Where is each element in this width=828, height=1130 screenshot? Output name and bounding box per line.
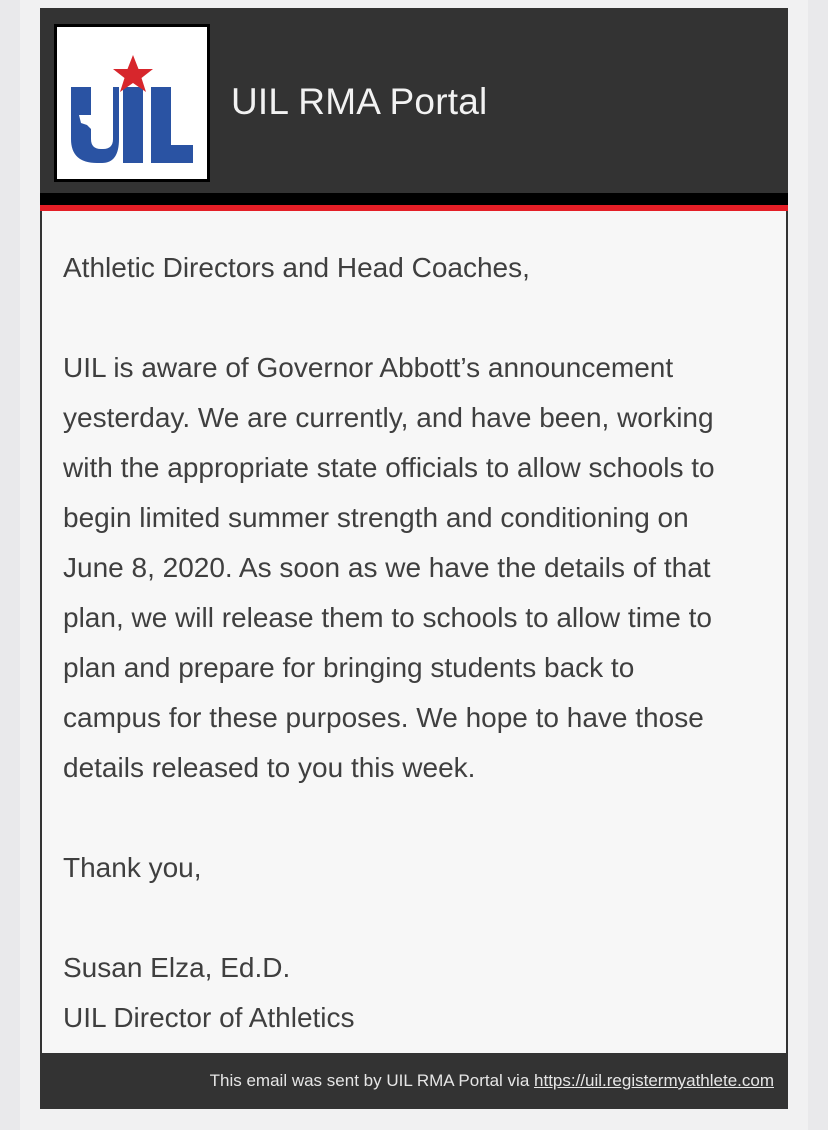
message-line: plan, we will release them to schools to allow time to [63,602,712,633]
footer-text [210,1071,774,1091]
message-line: begin limited summer strength and conditioning on [63,502,689,533]
closing: Thank you, [63,852,202,883]
message-line: plan and prepare for bringing students back to [63,652,635,683]
signature [63,943,355,1043]
message-line: details released to you this week. [63,752,476,783]
message-line: with the appropriate state officials to allow schools to [63,452,715,483]
email-container [40,8,788,1109]
signature-title: UIL Director of Athletics [63,1002,355,1033]
message-line: UIL is aware of Governor Abbott’s announcement [63,352,674,383]
uil-logo [54,24,210,182]
message-paragraph [63,343,715,793]
email-header [40,8,788,193]
right-margin [808,0,828,1130]
greeting: Athletic Directors and Head Coaches, [63,252,530,283]
left-margin [0,0,20,1130]
signature-name: Susan Elza, Ed.D. [63,952,291,983]
header-divider-black [40,193,788,205]
email-body [42,211,786,1053]
message-line: yesterday. We are currently, and have been, working [63,402,714,433]
email-footer [40,1053,788,1109]
message-line: campus for these purposes. We hope to have those [63,702,704,733]
logo-text: UIL [57,27,59,28]
footer-label: This email was sent by UIL RMA Portal via [209,1071,535,1090]
message-line: June 8, 2020. As soon as we have the details of that [63,552,711,583]
portal-title: UIL RMA Portal [231,81,488,122]
uil-logo-graphic [57,27,207,179]
footer-link[interactable]: https://uil.registermyathlete.com [534,1071,774,1090]
